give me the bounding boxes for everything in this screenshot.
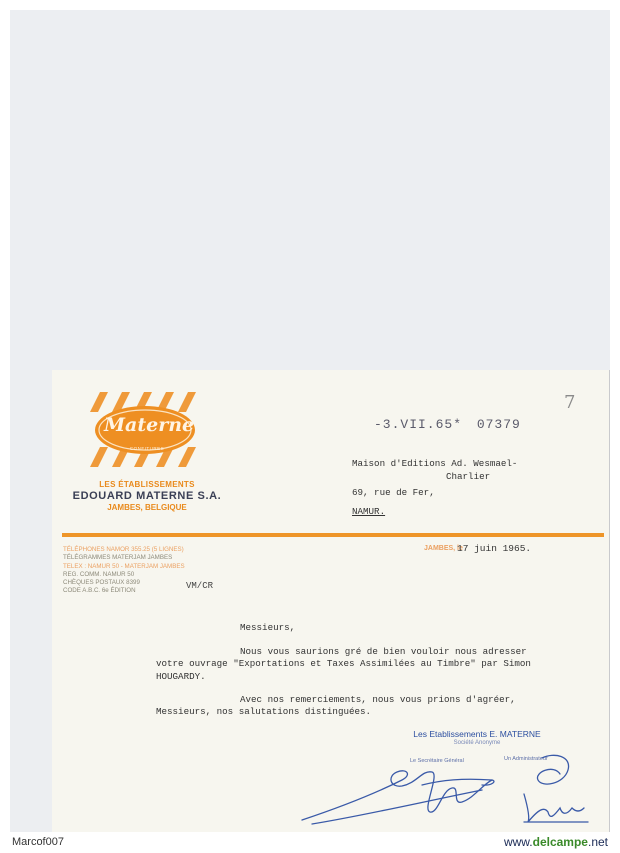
site-prefix: www. [503,835,533,849]
recipient-line-2: Charlier [446,471,491,482]
signature-company: Les Etablissements E. MATERNE [413,729,541,739]
body-line: Nous vous saurions gré de bien vouloir nous adresser [240,646,527,657]
role-director: Un Administrateur [504,756,548,762]
handwritten-signatures [292,750,592,832]
letter-date: 17 juin 1965. [457,543,532,554]
stamp-number: 07379 [476,417,521,432]
body-line: HOUGARDY. [156,671,206,682]
letterhead-rule [62,533,604,537]
date-place: JAMBES, le [424,545,463,552]
company-name [62,480,232,512]
company-line-2: EDOUARD MATERNE S.A. [72,490,222,502]
recipient-line-3: 69, rue de Fer, [352,487,435,498]
recipient-line-4: NAMUR. [352,506,386,517]
contact-line: REG. COMM. NAMUR 50 [63,570,135,578]
logo-tagline: CONFITURES [129,446,165,451]
contact-details [63,546,185,596]
pencil-mark: 7 [564,392,576,413]
signature-company-form: Société Anonyme [453,740,501,746]
recipient-line-1: Maison d'Editions Ad. Wesmael- [352,458,518,469]
signature-block [407,729,547,746]
contact-line: TÉLÉPHONES NAMOR 355.25 (5 LIGNES) [63,546,184,553]
blank-upper-sheet [10,10,610,370]
contact-line: TELEX : NAMUR 50 - MATERJAM JAMBES [63,562,185,570]
site-suffix: .net [587,835,608,849]
body-line: Avec nos remerciements, nous vous prions d'agréer, [240,694,516,705]
stamp-date: -3.VII.65* [374,417,463,432]
seller-watermark: Marcof007 [12,836,64,848]
contact-line: TÉLÉGRAMMES MATERJAM JAMBES [63,554,173,562]
contact-line: CODE A.B.C. 6e ÉDITION [63,587,136,595]
site-brand: delcampe [532,835,588,849]
body-line: votre ouvrage "Exportations et Taxes Assimilées au Timbre" par Simon [156,658,531,669]
left-margin-strip [10,370,52,832]
site-watermark [504,835,608,849]
role-secretary: Le Secrétaire Général [410,758,464,764]
contact-line: CHÈQUES POSTAUX 8399 [63,579,140,587]
reference-code: VM/CR [186,581,214,591]
letter-sheet [52,370,609,832]
body-line: Messieurs, nos salutations distinguées. [156,706,372,717]
salutation: Messieurs, [240,622,296,633]
company-line-3: JAMBES, BELGIQUE [107,503,187,512]
logo-brand-text: Materne [104,414,195,436]
received-stamp [374,417,521,432]
company-line-1: LES ÉTABLISSEMENTS [99,480,195,489]
